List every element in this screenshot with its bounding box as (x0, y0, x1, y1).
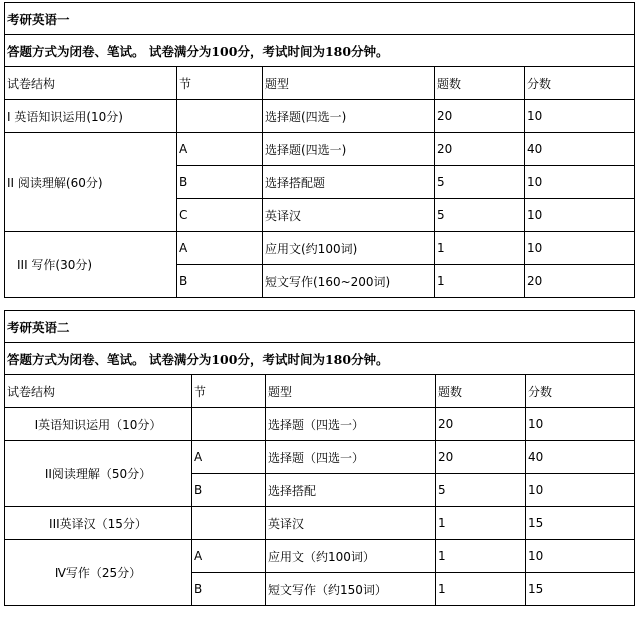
header-structure: 试卷结构 (5, 67, 177, 100)
score-cell: 10 (526, 408, 635, 441)
section-cell (192, 507, 266, 540)
exam-table-english-1 (4, 2, 635, 298)
count-cell: 1 (436, 573, 526, 606)
type-cell: 选择搭配 (266, 474, 436, 507)
type-cell: 选择题(四选一) (263, 100, 435, 133)
score-cell: 40 (525, 133, 635, 166)
type-cell: 选择题（四选一） (266, 441, 436, 474)
table-title: 考研英语一 (5, 3, 635, 35)
section-cell (177, 100, 263, 133)
table-row (5, 441, 635, 474)
score-cell: 10 (525, 232, 635, 265)
table-subtitle: 答题方式为闭卷、笔试。 试卷满分为100分，考试时间为180分钟。 (5, 35, 635, 67)
score-cell: 15 (526, 573, 635, 606)
score-cell: 10 (525, 166, 635, 199)
structure-cell: Ⅳ写作（25分） (5, 540, 192, 606)
type-cell: 短文写作（约150词） (266, 573, 436, 606)
header-type: 题型 (263, 67, 435, 100)
header-count: 题数 (435, 67, 525, 100)
table-header-row (5, 375, 635, 408)
section-cell: C (177, 199, 263, 232)
table-row (5, 540, 635, 573)
score-cell: 40 (526, 441, 635, 474)
header-section: 节 (177, 67, 263, 100)
type-cell: 英译汉 (266, 507, 436, 540)
count-cell: 5 (435, 199, 525, 232)
section-cell: B (192, 573, 266, 606)
section-cell: A (192, 441, 266, 474)
score-cell: 15 (526, 507, 635, 540)
type-cell: 应用文（约100词） (266, 540, 436, 573)
header-section: 节 (192, 375, 266, 408)
score-cell: 10 (526, 474, 635, 507)
table-subtitle: 答题方式为闭卷、笔试。 试卷满分为100分，考试时间为180分钟。 (5, 343, 635, 375)
type-cell: 选择题（四选一） (266, 408, 436, 441)
table-row (5, 232, 635, 265)
count-cell: 20 (435, 133, 525, 166)
count-cell: 20 (436, 408, 526, 441)
section-cell: B (177, 265, 263, 298)
type-cell: 应用文(约100词) (263, 232, 435, 265)
section-cell: A (192, 540, 266, 573)
count-cell: 1 (435, 232, 525, 265)
header-type: 题型 (266, 375, 436, 408)
header-structure: 试卷结构 (5, 375, 192, 408)
type-cell: 短文写作(160~200词) (263, 265, 435, 298)
count-cell: 1 (436, 507, 526, 540)
type-cell: 选择搭配题 (263, 166, 435, 199)
score-cell: 10 (525, 199, 635, 232)
count-cell: 20 (435, 100, 525, 133)
table-header-row (5, 67, 635, 100)
score-cell: 20 (525, 265, 635, 298)
table-row (5, 507, 635, 540)
type-cell: 英译汉 (263, 199, 435, 232)
header-score: 分数 (526, 375, 635, 408)
header-count: 题数 (436, 375, 526, 408)
score-cell: 10 (525, 100, 635, 133)
table-row (5, 408, 635, 441)
section-cell (192, 408, 266, 441)
section-cell: B (177, 166, 263, 199)
count-cell: 1 (436, 540, 526, 573)
table-title: 考研英语二 (5, 311, 635, 343)
structure-cell: II 阅读理解(60分) (5, 133, 177, 232)
table-row (5, 100, 635, 133)
structure-cell: I英语知识运用（10分） (5, 408, 192, 441)
count-cell: 5 (436, 474, 526, 507)
table-row (5, 133, 635, 166)
table-subtitle-row (5, 35, 635, 67)
structure-cell: III英译汉（15分） (5, 507, 192, 540)
table-title-row (5, 3, 635, 35)
score-cell: 10 (526, 540, 635, 573)
count-cell: 20 (436, 441, 526, 474)
header-score: 分数 (525, 67, 635, 100)
exam-table-english-2 (4, 310, 635, 606)
section-cell: A (177, 232, 263, 265)
type-cell: 选择题(四选一) (263, 133, 435, 166)
section-cell: A (177, 133, 263, 166)
table-title-row (5, 311, 635, 343)
structure-cell: I 英语知识运用(10分) (5, 100, 177, 133)
count-cell: 1 (435, 265, 525, 298)
structure-cell: III 写作(30分) (5, 232, 177, 298)
count-cell: 5 (435, 166, 525, 199)
structure-cell: II阅读理解（50分） (5, 441, 192, 507)
table-subtitle-row (5, 343, 635, 375)
section-cell: B (192, 474, 266, 507)
